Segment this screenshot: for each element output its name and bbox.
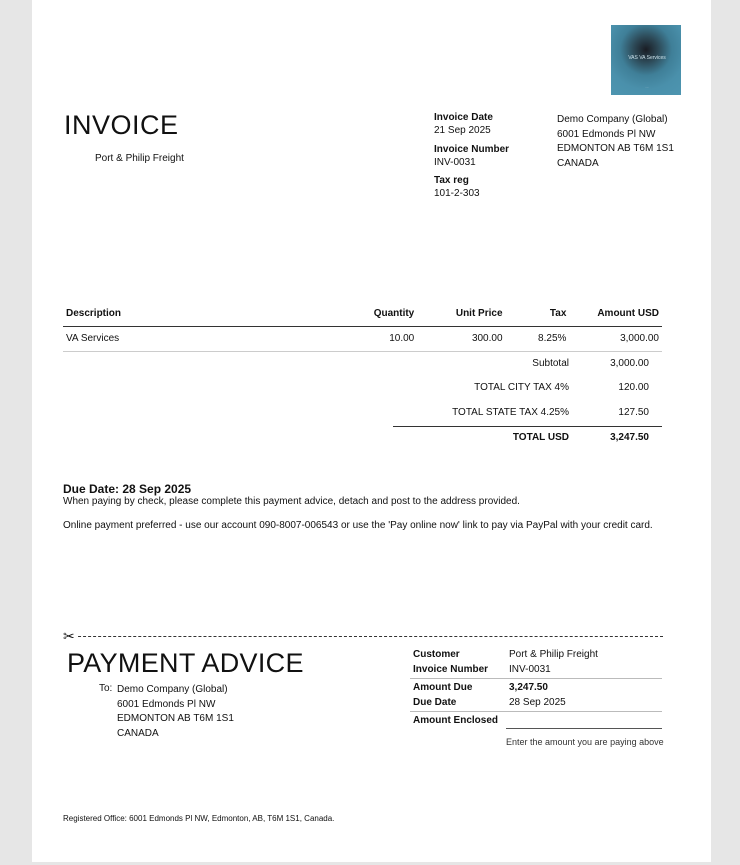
- logo-subtext: .....: [644, 85, 650, 89]
- payment-note-check: When paying by check, please complete this payment advice, detach and post to the address provided.: [63, 496, 520, 507]
- pa-due-date-label: Due Date: [413, 697, 457, 708]
- item-unit-price: 300.00: [417, 327, 505, 352]
- invoice-number-value: INV-0031: [434, 157, 476, 168]
- amount-enclosed-underline: [506, 728, 662, 729]
- tax-reg-label: Tax reg: [434, 175, 469, 186]
- state-tax-row: [399, 407, 649, 418]
- amount-due-value: 3,247.50: [509, 682, 548, 693]
- city-tax-label: TOTAL CITY TAX 4%: [474, 382, 569, 393]
- col-unit-price: Unit Price: [417, 302, 505, 327]
- total-label: TOTAL USD: [512, 432, 569, 443]
- city-tax-row: [399, 382, 649, 393]
- due-date-heading: Due Date: 28 Sep 2025: [63, 482, 192, 496]
- total-value: 3,247.50: [610, 432, 649, 443]
- amount-enclosed-label: Amount Enclosed: [413, 715, 499, 726]
- registered-office-footer: Registered Office: 6001 Edmonds Pl NW, Edmonton, AB, T6M 1S1, Canada.: [63, 814, 335, 823]
- invoice-date-value: 21 Sep 2025: [434, 125, 491, 136]
- invoice-date-label: Invoice Date: [434, 112, 493, 123]
- cut-line: [63, 636, 663, 637]
- payment-advice-title: PAYMENT ADVICE: [67, 648, 304, 678]
- divider: [410, 678, 662, 679]
- tax-reg-value: 101-2-303: [434, 188, 480, 199]
- invoice-title: INVOICE: [64, 110, 179, 140]
- amount-due-row: [410, 680, 662, 695]
- from-address: [557, 113, 674, 171]
- col-amount: Amount USD: [569, 302, 662, 327]
- logo-text: VAS VA Services: [628, 55, 666, 61]
- invoice-number-row: [410, 662, 662, 677]
- state-tax-label: TOTAL STATE TAX 4.25%: [452, 407, 569, 418]
- total-divider: [393, 426, 662, 427]
- subtotal-value: 3,000.00: [610, 358, 649, 369]
- subtotal-label: Subtotal: [532, 358, 569, 369]
- amount-enclosed-hint: Enter the amount you are paying above: [506, 737, 664, 747]
- address-line: EDMONTON AB T6M 1S1: [117, 713, 234, 724]
- item-quantity: 10.00: [353, 327, 418, 352]
- address-line: CANADA: [117, 727, 159, 739]
- payment-note-online: Online payment preferred - use our account 090-8007-006543 or use the 'Pay online now' link to pay via PayPal with your credit card.: [63, 520, 653, 531]
- invoice-page: [32, 0, 711, 862]
- address-line: 6001 Edmonds Pl NW: [557, 128, 656, 140]
- table-header-row: [63, 302, 662, 327]
- company-logo: [611, 25, 681, 95]
- address-line: Demo Company (Global): [117, 684, 228, 695]
- customer-value: Port & Philip Freight: [509, 649, 598, 660]
- item-amount: 3,000.00: [569, 327, 662, 352]
- pa-invoice-number-value: INV-0031: [509, 664, 551, 675]
- amount-due-label: Amount Due: [413, 682, 473, 693]
- col-quantity: Quantity: [353, 302, 418, 327]
- col-tax: Tax: [506, 302, 570, 327]
- due-date-row: [410, 695, 662, 710]
- divider: [410, 711, 662, 712]
- scissors-icon: ✂: [63, 628, 75, 644]
- payment-advice-details: [410, 647, 662, 729]
- pa-invoice-number-label: Invoice Number: [413, 664, 489, 675]
- customer-name: Port & Philip Freight: [95, 153, 184, 164]
- item-tax: 8.25%: [506, 327, 570, 352]
- customer-row: [410, 647, 662, 662]
- item-description: VA Services: [63, 327, 353, 352]
- city-tax-value: 120.00: [618, 382, 649, 393]
- line-items-table: [63, 302, 662, 352]
- address-line: CANADA: [557, 157, 599, 169]
- address-line: 6001 Edmonds Pl NW: [117, 698, 216, 710]
- invoice-number-label: Invoice Number: [434, 144, 510, 155]
- subtotal-row: [399, 358, 649, 369]
- pa-due-date-value: 28 Sep 2025: [509, 697, 566, 708]
- address-line: Demo Company (Global): [557, 114, 668, 125]
- table-row: [63, 327, 662, 352]
- address-line: EDMONTON AB T6M 1S1: [557, 143, 674, 154]
- total-row: [399, 432, 649, 443]
- customer-label: Customer: [413, 649, 460, 660]
- col-description: Description: [63, 302, 353, 327]
- to-label: To:: [99, 683, 113, 694]
- state-tax-value: 127.50: [618, 407, 649, 418]
- amount-enclosed-row: [410, 713, 662, 728]
- remit-address: [117, 683, 234, 741]
